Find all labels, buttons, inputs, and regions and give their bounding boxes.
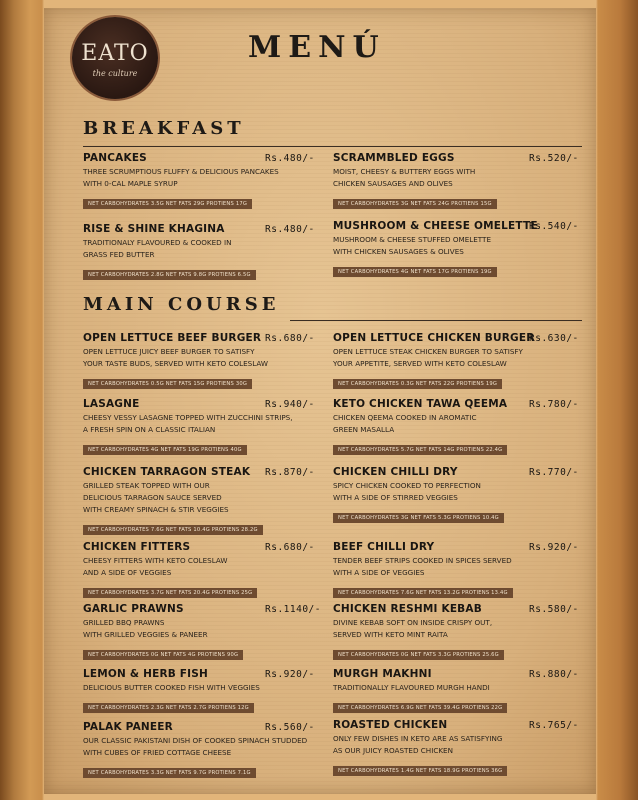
nutrition-badge: NET CARBOHYDRATES 4G NET FATS 19G PROTIENS 40G <box>83 445 247 455</box>
section-heading-main-course: MAIN COURSE <box>83 294 280 315</box>
item-description: CHICKEN QEEMA COOKED IN AROMATIC <box>333 413 477 422</box>
nutrition-badge: NET CARBOHYDRATES 2.8G NET FATS 9.8G PROTIENS 6.5G <box>83 270 256 280</box>
nutrition-badge: NET CARBOHYDRATES 3G NET FATS 5.3G PROTIENS 10.4G <box>333 513 504 523</box>
item-description: WITH GRILLED VEGGIES & PANEER <box>83 630 208 639</box>
item-description: TRADITIONALLY FLAVOURED MURGH HANDI <box>333 683 490 692</box>
item-description: TRADITIONALY FLAVOURED & COOKED IN <box>83 238 232 247</box>
main-course-item <box>333 332 579 389</box>
item-name: MUSHROOM & CHEESE OMELETTE <box>333 220 538 232</box>
item-description: THREE SCRUMPTIOUS FLUFFY & DELICIOUS PANCAKES <box>83 167 279 176</box>
nutrition-badge: NET CARBOHYDRATES 0.3G NET FATS 22G PROTIENS 19G <box>333 379 502 389</box>
item-description: OPEN LETTUCE STEAK CHICKEN BURGER TO SATISFY <box>333 347 523 356</box>
item-price: Rs.920/- <box>265 669 315 680</box>
item-price: Rs.770/- <box>529 467 579 478</box>
item-name: SCRAMMBLED EGGS <box>333 152 455 164</box>
item-price: Rs.540/- <box>529 221 579 232</box>
item-description: OUR CLASSIC PAKISTANI DISH OF COOKED SPINACH STUDDED <box>83 736 308 745</box>
item-description: CHEESY VESSY LASAGNE TOPPED WITH ZUCCHINI STRIPS, <box>83 413 293 422</box>
item-price: Rs.780/- <box>529 399 579 410</box>
breakfast-item <box>83 152 319 209</box>
nutrition-badge: NET CARBOHYDRATES 0.5G NET FATS 15G PROTIENS 30G <box>83 379 252 389</box>
item-description: SERVED WITH KETO MINT RAITA <box>333 630 448 639</box>
main-course-item <box>333 466 579 523</box>
item-description: YOUR TASTE BUDS, SERVED WITH KETO COLESLAW <box>83 359 269 368</box>
item-description: CHICKEN SAUSAGES AND OLIVES <box>333 179 453 188</box>
item-price: Rs.560/- <box>265 722 315 733</box>
main-course-item <box>333 668 579 713</box>
item-price: Rs.680/- <box>265 333 315 344</box>
restaurant-logo <box>72 17 158 99</box>
item-description: WITH 0-CAL MAPLE SYRUP <box>83 179 178 188</box>
item-price: Rs.880/- <box>529 669 579 680</box>
logo-text: EATO <box>81 41 149 66</box>
item-description: SPICY CHICKEN COOKED TO PERFECTION <box>333 481 481 490</box>
nutrition-badge: NET CARBOHYDRATES 3.3G NET FATS 9.7G PROTIENS 7.1G <box>83 768 256 778</box>
item-description: YOUR APPETITE, SERVED WITH KETO COLESLAW <box>333 359 507 368</box>
item-price: Rs.580/- <box>529 604 579 615</box>
item-description: A FRESH SPIN ON A CLASSIC ITALIAN <box>83 425 216 434</box>
item-description: WITH CUBES OF FRIED COTTAGE CHEESE <box>83 748 232 757</box>
item-price: Rs.520/- <box>529 153 579 164</box>
item-name: LASAGNE <box>83 398 140 410</box>
item-description: AS OUR JUICY ROASTED CHICKEN <box>333 746 453 755</box>
item-name: BEEF CHILLI DRY <box>333 541 435 553</box>
main-course-item <box>83 466 319 535</box>
item-description: WITH CREAMY SPINACH & STIR VEGGIES <box>83 505 229 514</box>
nutrition-badge: NET CARBOHYDRATES 1.4G NET FATS 18.9G PROTIENS 36G <box>333 766 507 776</box>
item-description: ONLY FEW DISHES IN KETO ARE AS SATISFYING <box>333 734 503 743</box>
item-name: CHICKEN CHILLI DRY <box>333 466 458 478</box>
logo-tagline: the culture <box>92 69 138 78</box>
item-description: GRILLED STEAK TOPPED WITH OUR <box>83 481 210 490</box>
item-name: CHICKEN TARRAGON STEAK <box>83 466 251 478</box>
main-course-item <box>333 719 579 776</box>
item-name: LEMON & HERB FISH <box>83 668 209 680</box>
nutrition-badge: NET CARBOHYDRATES 0G NET FATS 3.3G PROTIENS 25.6G <box>333 650 504 660</box>
item-name: KETO CHICKEN TAWA QEEMA <box>333 398 508 410</box>
nutrition-badge: NET CARBOHYDRATES 6.9G NET FATS 39.4G PROTIENS 22G <box>333 703 507 713</box>
item-price: Rs.870/- <box>265 467 315 478</box>
item-name: CHICKEN RESHMI KEBAB <box>333 603 482 615</box>
main-course-item <box>333 398 579 455</box>
item-price: Rs.630/- <box>529 333 579 344</box>
item-price: Rs.480/- <box>265 153 315 164</box>
breakfast-divider <box>83 146 582 147</box>
item-price: Rs.680/- <box>265 542 315 553</box>
main-course-item <box>333 603 579 660</box>
item-name: MURGH MAKHNI <box>333 668 432 680</box>
item-description: AND A SIDE OF VEGGIES <box>83 568 172 577</box>
main-course-item <box>83 668 319 713</box>
item-description: WITH CHICKEN SAUSAGES & OLIVES <box>333 247 464 256</box>
item-name: PALAK PANEER <box>83 721 173 733</box>
breakfast-item <box>83 223 319 280</box>
main-course-item <box>83 721 319 778</box>
breakfast-item <box>333 220 579 277</box>
item-description: DIVINE KEBAB SOFT ON INSIDE CRISPY OUT, <box>333 618 493 627</box>
main-course-item <box>83 332 319 389</box>
item-description: DELICIOUS TARRAGON SAUCE SERVED <box>83 493 222 502</box>
menu-title: MENÚ <box>248 30 386 65</box>
section-heading-breakfast: BREAKFAST <box>83 118 245 139</box>
nutrition-badge: NET CARBOHYDRATES 7.6G NET FATS 13.2G PROTIENS 13.4G <box>333 588 513 598</box>
item-price: Rs.940/- <box>265 399 315 410</box>
item-description: WITH A SIDE OF VEGGIES <box>333 568 425 577</box>
nutrition-badge: NET CARBOHYDRATES 5.7G NET FATS 14G PROTIENS 22.4G <box>333 445 507 455</box>
item-description: DELICIOUS BUTTER COOKED FISH WITH VEGGIES <box>83 683 260 692</box>
nutrition-badge: NET CARBOHYDRATES 4G NET FATS 17G PROTIENS 19G <box>333 267 497 277</box>
item-description: OPEN LETTUCE JUICY BEEF BURGER TO SATISFY <box>83 347 255 356</box>
nutrition-badge: NET CARBOHYDRATES 3.7G NET FATS 20.4G PROTIENS 25G <box>83 588 257 598</box>
item-name: GARLIC PRAWNS <box>83 603 184 615</box>
item-price: Rs.480/- <box>265 224 315 235</box>
item-name: RISE & SHINE KHAGINA <box>83 223 225 235</box>
nutrition-badge: NET CARBOHYDRATES 7.6G NET FATS 10.4G PROTIENS 28.2G <box>83 525 263 535</box>
item-description: MOIST, CHEESY & BUTTERY EGGS WITH <box>333 167 476 176</box>
item-name: OPEN LETTUCE CHICKEN BURGER <box>333 332 535 344</box>
item-price: Rs.765/- <box>529 720 579 731</box>
item-description: TENDER BEEF STRIPS COOKED IN SPICES SERVED <box>333 556 512 565</box>
item-description: MUSHROOM & CHEESE STUFFED OMELETTE <box>333 235 491 244</box>
nutrition-badge: NET CARBOHYDRATES 2.3G NET FATS 2.7G PROTIENS 12G <box>83 703 254 713</box>
item-name: CHICKEN FITTERS <box>83 541 191 553</box>
item-name: PANCAKES <box>83 152 147 164</box>
item-name: ROASTED CHICKEN <box>333 719 448 731</box>
breakfast-item <box>333 152 579 209</box>
item-description: GREEN MASALLA <box>333 425 395 434</box>
main-course-item <box>333 541 579 598</box>
main-course-divider <box>290 320 582 321</box>
item-description: GRILLED BBQ PRAWNS <box>83 618 165 627</box>
item-name: OPEN LETTUCE BEEF BURGER <box>83 332 262 344</box>
nutrition-badge: NET CARBOHYDRATES 3G NET FATS 24G PROTIENS 15G <box>333 199 497 209</box>
item-price: Rs.1140/- <box>265 604 321 615</box>
item-description: WITH A SIDE OF STIRRED VEGGIES <box>333 493 458 502</box>
nutrition-badge: NET CARBOHYDRATES 3.5G NET FATS 29G PROTIENS 17G <box>83 199 252 209</box>
item-price: Rs.920/- <box>529 542 579 553</box>
item-description: CHEESY FITTERS WITH KETO COLESLAW <box>83 556 228 565</box>
nutrition-badge: NET CARBOHYDRATES 0G NET FATS 4G PROTIENS 90G <box>83 650 243 660</box>
main-course-item <box>83 541 319 598</box>
main-course-item <box>83 398 319 455</box>
main-course-item <box>83 603 319 660</box>
item-description: GRASS FED BUTTER <box>83 250 155 259</box>
